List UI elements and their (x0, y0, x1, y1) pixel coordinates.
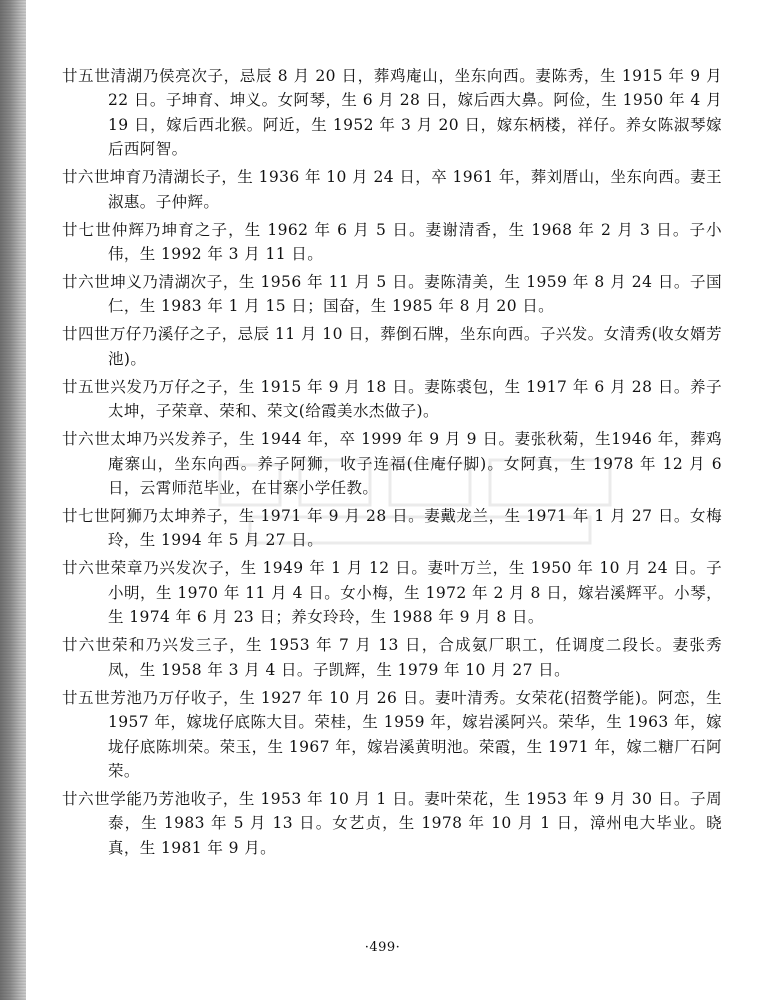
genealogy-entry: 廿六世学能乃芳池收子，生 1953 年 10 月 1 日。妻叶荣花，生 1953 年 9 月 30 日。子周泰，生 1983 年 5 月 13 日。女艺贞，生 1978 年 10 月 1 日，漳州电大毕业。晓真，生 1981 年 9 月。 (62, 789, 722, 857)
genealogy-entry: 廿七世仲辉乃坤育之子，生 1962 年 6 月 5 日。妻谢清香，生 1968 年 2 月 3 日。子小伟，生 1992 年 3 月 11 日。 (62, 220, 722, 264)
genealogy-entry: 廿六世荣章乃兴发次子，生 1949 年 1 月 12 日。妻叶万兰，生 1950 年 10 月 24 日。子小明，生 1970 年 11 月 4 日。女小梅，生 1972 年 2 月 8 日，嫁岩溪辉平。小琴，生 1974 年 6 月 23 日；养女玲玲，生 1988 年 9 月 8 日。 (62, 559, 722, 627)
genealogy-entry: 廿六世坤育乃清湖长子，生 1936 年 10 月 24 日，卒 1961 年，葬刘厝山，坐东向西。妻王淑惠。子仲辉。 (62, 168, 722, 211)
genealogy-entry: 廿六世太坤乃兴发养子，生 1944 年，卒 1999 年 9 月 9 日。妻张秋菊，生1946 年，葬鸡庵寨山，坐东向西。养子阿狮，收子连福(住庵仔脚)。女阿真，生 1978 年 12 月 6 日，云霄师范毕业，在甘寨小学任教。 (62, 430, 722, 498)
genealogy-entry: 廿六世荣和乃兴发三子，生 1953 年 7 月 13 日，合成氨厂职工，任调度二段长。妻张秀凤，生 1958 年 3 月 4 日。子凯辉，生 1979 年 10 月 27 日。 (62, 636, 722, 679)
genealogy-entry: 廿六世坤义乃清湖次子，生 1956 年 11 月 5 日。妻陈清美，生 1959 年 8 月 24 日。子国仁，生 1983 年 1 月 15 日；国奋，生 1985 年 8 月 20 日。 (62, 273, 722, 316)
genealogy-entry: 廿五世芳池乃万仔收子，生 1927 年 10 月 26 日。妻叶清秀。女荣花(招赘学能)。阿恋，生 1957 年，嫁垅仔底陈大目。荣桂，生 1959 年，嫁岩溪阿兴。荣华，生 1963 年，嫁垅仔底陈圳荣。荣玉，生 1967 年，嫁岩溪黄明池。荣霞，生 1971 年，嫁二糖厂石阿荣。 (62, 688, 722, 780)
page-number: ·499· (364, 940, 401, 955)
genealogy-entry: 廿七世阿狮乃太坤养子，生 1971 年 9 月 28 日。妻戴龙兰，生 1971 年 1 月 27 日。女梅玲，生 1994 年 5 月 27 日。 (62, 507, 722, 550)
genealogy-entry: 廿四世万仔乃溪仔之子，忌辰 11 月 10 日，葬倒石牌，坐东向西。子兴发。女清秀(收女婿芳池)。 (62, 325, 722, 368)
scan-shadow-edge (0, 0, 26, 1000)
genealogy-page-body (62, 64, 722, 864)
genealogy-entry: 廿五世兴发乃万仔之子，生 1915 年 9 月 18 日。妻陈裘包，生 1917 年 6 月 28 日。养子太坤，子荣章、荣和、荣文(给霞美水杰做子)。 (62, 377, 722, 421)
genealogy-entry: 廿五世清湖乃侯亮次子，忌辰 8 月 20 日，葬鸡庵山，坐东向西。妻陈秀，生 1915 年 9 月 22 日。子坤育、坤义。女阿琴，生 6 月 28 日，嫁后西大鼻。阿俭，生 1950 年 4 月 19 日，嫁后西北猴。阿近，生 1952 年 3 月 20 日，嫁东柄楼，祥仔。养女陈淑琴嫁后西阿智。 (62, 67, 722, 159)
